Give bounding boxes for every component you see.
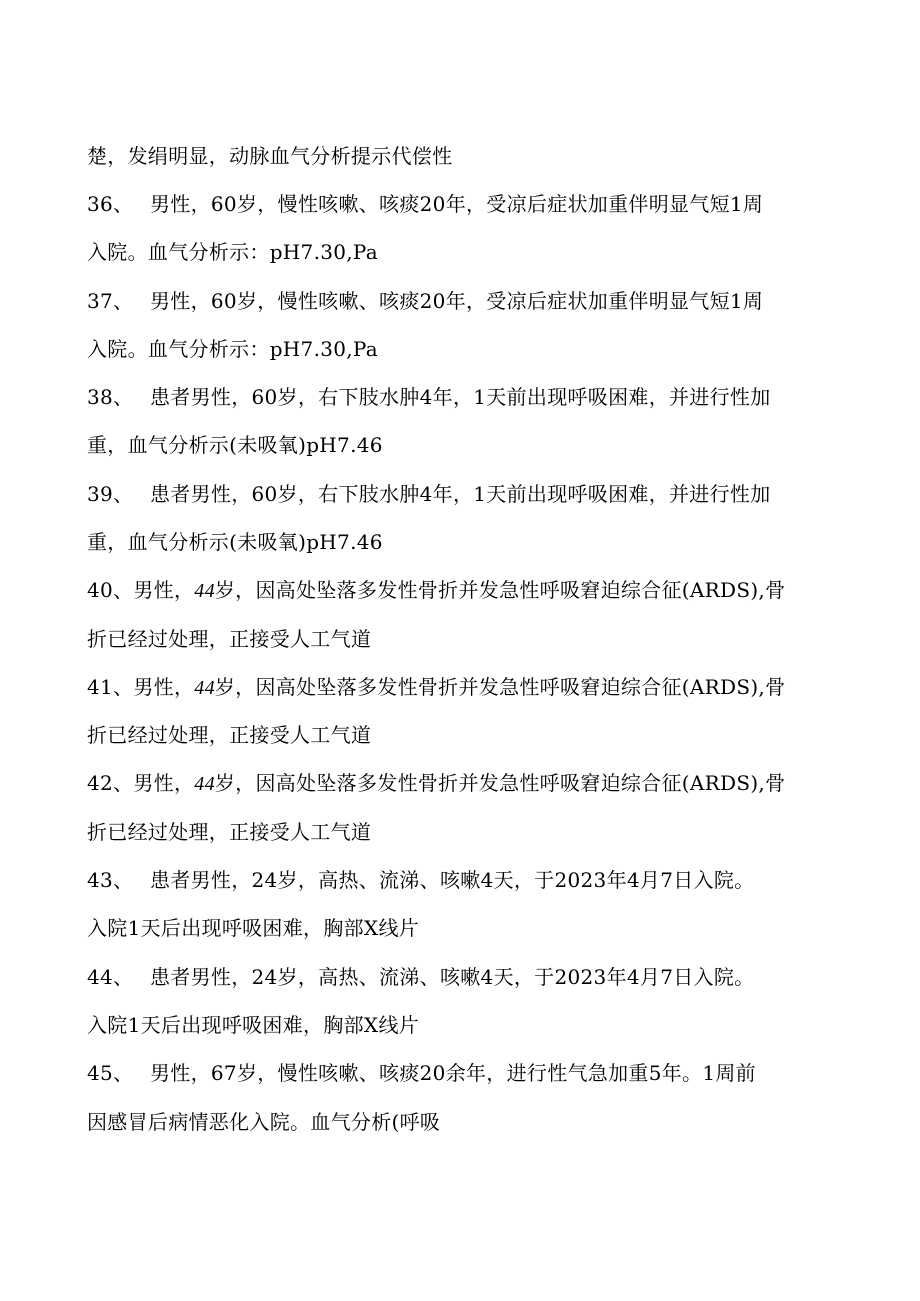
line-text: 患者男性，60岁，右下肢水肿4年，1天前出现呼吸困难，并进行性加 [150,385,771,409]
line-text: 患者男性，24岁，高热、流涕、咳嗽4天，于2023年4月7日入院。 [150,965,755,989]
question-44-line-1 [87,963,860,991]
line-text: 重，血气分析示(未吸氧)pH7.46 [87,433,383,457]
question-41-line-2 [87,721,860,749]
question-36-line-1 [87,190,860,218]
line-text: 男性， [133,771,195,795]
question-40-line-2 [87,625,860,653]
line-text: 楚，发绢明显，动脉血气分析提示代偿性 [87,144,453,168]
line-text: 入院。血气分析示：pH7.30,Pa [87,240,379,264]
question-39-line-1 [87,480,860,508]
question-39-line-2 [87,528,860,556]
question-number: 40、 [87,578,134,602]
line-text: 折已经过处理，正接受人工气道 [87,627,372,651]
question-43-line-1 [87,866,860,894]
age-value: 44 [194,773,215,795]
line-text: 折已经过处理，正接受人工气道 [87,723,372,747]
line-text: 男性，60岁，慢性咳嗽、咳痰20年，受凉后症状加重伴明显气短1周 [150,289,764,313]
line-text: 入院1天后出现呼吸困难，胸部X线片 [87,916,420,940]
question-45-line-1 [87,1059,860,1087]
question-44-line-2 [87,1011,860,1039]
question-number: 42、 [87,771,134,795]
question-number: 39、 [87,482,134,506]
line-text: 岁，因高处坠落多发性骨折并发急性呼吸窘迫综合征(ARDS),骨 [214,675,786,699]
age-value: 44 [194,677,215,699]
question-number: 41、 [87,675,134,699]
question-number: 36、 [87,192,134,216]
age-value: 44 [194,580,215,602]
line-text: 入院。血气分析示：pH7.30,Pa [87,337,379,361]
question-number: 37、 [87,289,134,313]
line-text: 岁，因高处坠落多发性骨折并发急性呼吸窘迫综合征(ARDS),骨 [214,578,786,602]
line-text: 男性， [133,578,195,602]
question-40-line-1 [87,576,860,605]
line-text: 重，血气分析示(未吸氧)pH7.46 [87,530,383,554]
line-text: 患者男性，24岁，高热、流涕、咳嗽4天，于2023年4月7日入院。 [150,868,755,892]
question-45-line-2 [87,1108,860,1136]
question-42-line-2 [87,818,860,846]
line-text: 岁，因高处坠落多发性骨折并发急性呼吸窘迫综合征(ARDS),骨 [214,771,786,795]
question-36-line-2 [87,238,860,266]
question-42-line-1 [87,769,860,798]
line-text: 男性，60岁，慢性咳嗽、咳痰20年，受凉后症状加重伴明显气短1周 [150,192,764,216]
line-text: 男性， [133,675,195,699]
line-text: 男性，67岁，慢性咳嗽、咳痰20余年，进行性气急加重5年。1周前 [150,1061,756,1085]
line-text: 折已经过处理，正接受人工气道 [87,820,372,844]
text-line [87,142,860,170]
question-43-line-2 [87,914,860,942]
question-number: 43、 [87,868,134,892]
line-text: 因感冒后病情恶化入院。血气分析(呼吸 [87,1110,441,1134]
line-text: 患者男性，60岁，右下肢水肿4年，1天前出现呼吸困难，并进行性加 [150,482,771,506]
question-37-line-2 [87,335,860,363]
line-text: 入院1天后出现呼吸困难，胸部X线片 [87,1013,420,1037]
question-number: 38、 [87,385,134,409]
question-number: 45、 [87,1061,134,1085]
question-37-line-1 [87,287,860,315]
question-38-line-2 [87,431,860,459]
question-number: 44、 [87,965,134,989]
question-38-line-1 [87,383,860,411]
question-41-line-1 [87,673,860,702]
